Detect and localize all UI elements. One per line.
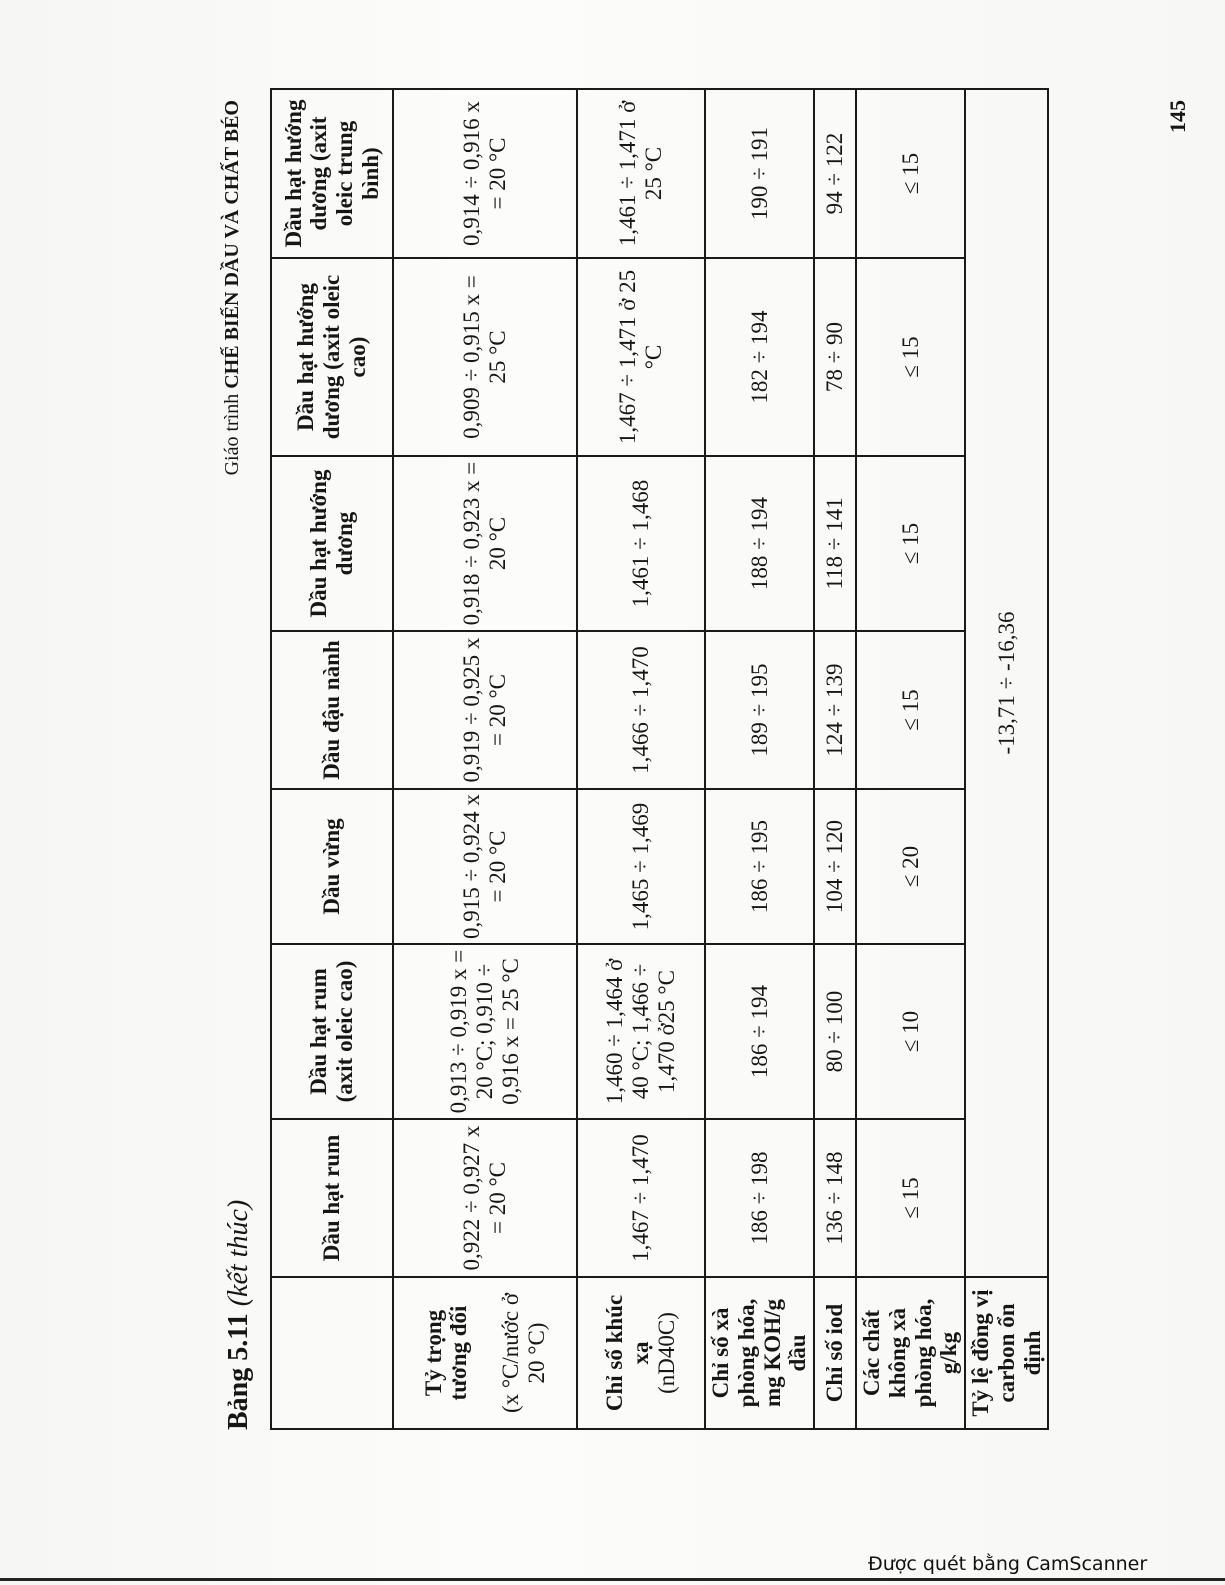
table-cell: 1,460 ÷ 1,464 ở 40 °C; 1,466 ÷ 1,470 ở25 °C — [577, 944, 705, 1119]
column-header: Dầu hạt rum — [271, 1119, 393, 1277]
row-label-main: Chỉ số khúc xạ — [602, 1294, 654, 1412]
table-cell: 190 ÷ 191 — [705, 89, 814, 258]
table-cell: 0,918 ÷ 0,923 x = 20 °C — [393, 456, 577, 631]
table-cell: 0,919 ÷ 0,925 x = 20 °C — [393, 631, 577, 789]
column-header: Dầu hạt hướng dương (axit oleic trung bình) — [271, 89, 393, 258]
table-cell: 188 ÷ 194 — [705, 456, 814, 631]
table-cell: 94 ÷ 122 — [814, 89, 856, 258]
table-cell: ≤ 15 — [856, 89, 965, 258]
rotated-content — [215, 90, 1225, 1430]
table-cell: 0,914 ÷ 0,916 x = 20 °C — [393, 89, 577, 258]
column-header: Dầu hạt rum (axit oleic cao) — [271, 944, 393, 1119]
table-row — [705, 89, 814, 1429]
header-title: CHẾ BIẾN DẦU VÀ CHẤT BÉO — [221, 100, 243, 389]
caption-label: Bảng 5.11 — [223, 1313, 254, 1430]
table-row — [814, 89, 856, 1429]
row-label: Tỷ lệ đồng vị carbon ổn định — [965, 1277, 1048, 1429]
row-label — [393, 1277, 577, 1429]
row-label: Chỉ số iod — [814, 1277, 856, 1429]
table-cell: ≤ 15 — [856, 456, 965, 631]
column-header: Dầu hạt hướng dương — [271, 456, 393, 631]
row-label: Chỉ số xà phòng hóa, mg KOH/g dầu — [705, 1277, 814, 1429]
table-cell: 189 ÷ 195 — [705, 631, 814, 789]
column-header-empty — [271, 1277, 393, 1429]
table-cell: 186 ÷ 194 — [705, 944, 814, 1119]
table-cell: ≤ 10 — [856, 944, 965, 1119]
column-header: Dầu vừng — [271, 789, 393, 944]
table-cell: 1,465 ÷ 1,469 — [577, 789, 705, 944]
merged-cell: -13,71 ÷ -16,36 — [965, 89, 1048, 1277]
row-label: Các chất không xà phòng hóa, g/kg — [856, 1277, 965, 1429]
table-row — [577, 89, 705, 1429]
row-label-main: Tỷ trọng tương đối — [420, 1305, 472, 1401]
table-cell: 124 ÷ 139 — [814, 631, 856, 789]
table-cell: ≤ 15 — [856, 631, 965, 789]
table-cell: 1,467 ÷ 1,470 — [577, 1119, 705, 1277]
table-cell: 182 ÷ 194 — [705, 258, 814, 456]
oil-properties-table — [270, 88, 1049, 1430]
table-row — [393, 89, 577, 1429]
table-cell: ≤ 15 — [856, 1119, 965, 1277]
table-caption — [223, 1200, 255, 1430]
table-cell: 1,467 ÷ 1,471 ở 25 °C — [577, 258, 705, 456]
table-cell: 78 ÷ 90 — [814, 258, 856, 456]
table-cell: 1,461 ÷ 1,468 — [577, 456, 705, 631]
table-row — [965, 89, 1048, 1429]
header-row — [271, 89, 393, 1429]
table-cell: 186 ÷ 198 — [705, 1119, 814, 1277]
bottom-edge-line — [0, 1578, 1225, 1581]
table-cell: 80 ÷ 100 — [814, 944, 856, 1119]
running-header — [221, 100, 244, 475]
table-cell: 118 ÷ 141 — [814, 456, 856, 631]
row-label-sub: (nD40C) — [653, 1312, 679, 1394]
table-cell: 0,915 ÷ 0,924 x = 20 °C — [393, 789, 577, 944]
row-label-sub: (x °C/nước ở 20 °C) — [497, 1292, 549, 1414]
table-cell: 1,466 ÷ 1,470 — [577, 631, 705, 789]
table-cell: 1,461 ÷ 1,471 ở 25 °C — [577, 89, 705, 258]
table-cell: 0,922 ÷ 0,927 x = 20 °C — [393, 1119, 577, 1277]
column-header: Dầu hạt hướng dương (axit oleic cao) — [271, 258, 393, 456]
header-prefix: Giáo trình — [221, 388, 243, 476]
row-label — [577, 1277, 705, 1429]
table-cell: 104 ÷ 120 — [814, 789, 856, 944]
scanner-watermark-text: Được quét bằng CamScanner — [868, 1553, 1148, 1575]
table-cell: ≤ 20 — [856, 789, 965, 944]
table-cell: 0,909 ÷ 0,915 x = 25 °C — [393, 258, 577, 456]
table-cell: 186 ÷ 195 — [705, 789, 814, 944]
table-cell: 136 ÷ 148 — [814, 1119, 856, 1277]
table-cell: 0,913 ÷ 0,919 x = 20 °C; 0,910 ÷ 0,916 x = 25 °C — [393, 944, 577, 1119]
table-row — [856, 89, 965, 1429]
column-header: Dầu đậu nành — [271, 631, 393, 789]
caption-note: (kết thúc) — [223, 1199, 254, 1307]
page-number: 145 — [1165, 100, 1190, 133]
table-cell: ≤ 15 — [856, 258, 965, 456]
